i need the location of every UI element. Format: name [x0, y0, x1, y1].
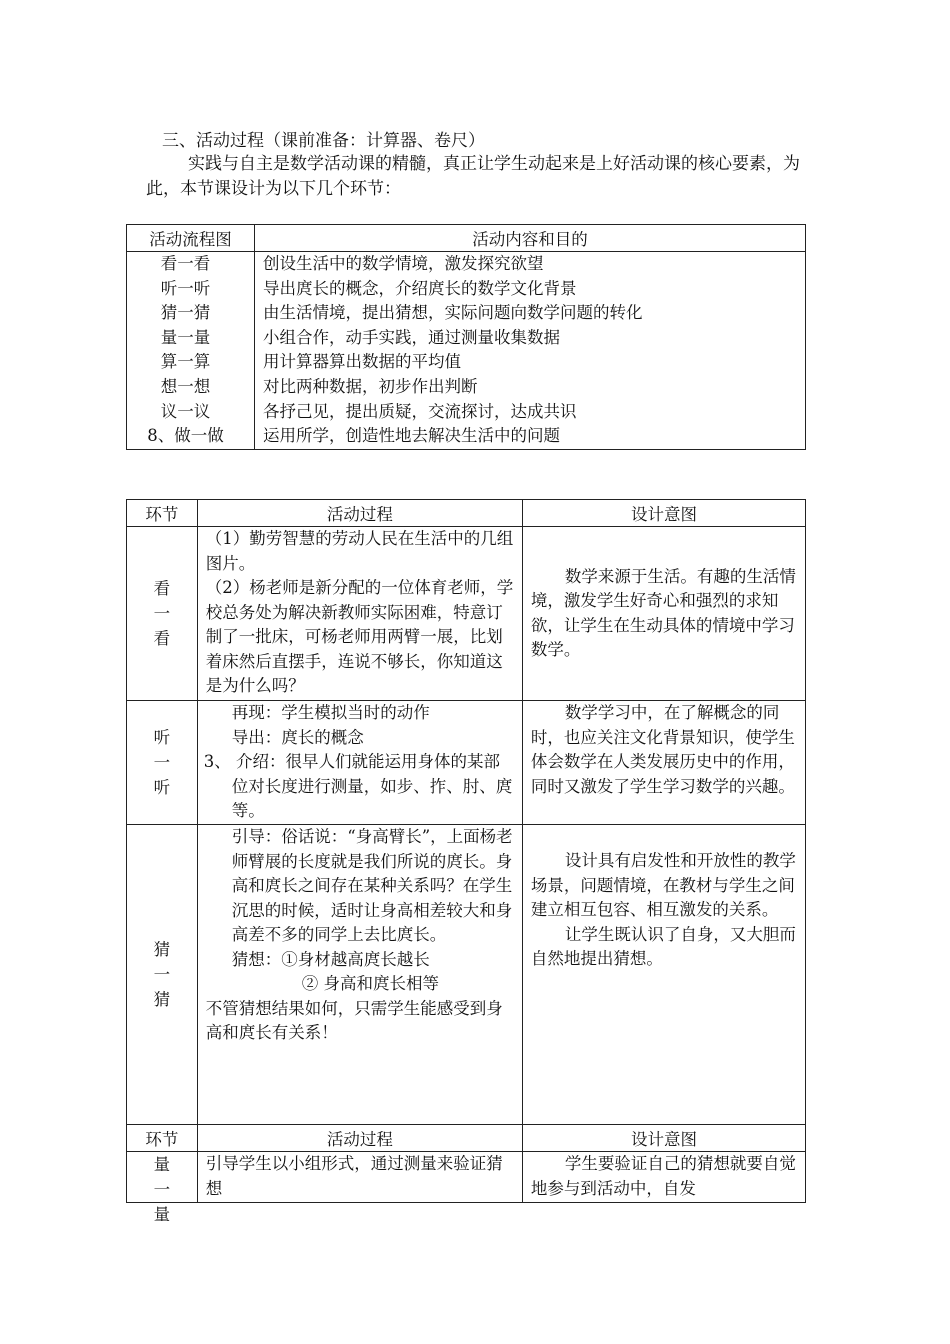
table-row	[127, 1152, 806, 1203]
stage-cell	[127, 701, 198, 825]
stage-label: 猜一猜	[153, 940, 171, 1009]
process-text: 引导：俗话说：“身高臂长”，上面杨老师臂展的长度就是我们所说的庹长。身高和庹长之间存在某种关系吗？在学生沉思的时候，适时让身高相差较大和身高差不多的同学上去比庹长。	[231, 827, 513, 944]
flow-content: 创设生活中的数学情境，激发探究欲望	[263, 254, 544, 273]
column-header-stage: 环节	[127, 1125, 198, 1152]
intent-cell	[522, 825, 805, 1125]
section-heading: 三、活动过程（课前准备：计算器、卷尺）	[162, 131, 485, 151]
intent-cell	[522, 527, 805, 701]
process-cell	[197, 1152, 522, 1203]
flow-step: 想一想	[160, 376, 211, 396]
flow-content: 导出庹长的概念，介绍庹长的数学文化背景	[263, 278, 577, 298]
process-text: 3、 介绍：很早人们就能运用身体的某部位对长度进行测量，如步、拃、肘、庹等。	[203, 752, 513, 820]
column-header-process: 活动过程	[197, 500, 522, 527]
process-text: （2）杨老师是新分配的一位体育老师，学校总务处为解决新教师实际困难，特意订制了一批床，可杨老师用两臂一展，比划着床然后直摆手，连说不够长，你知道这是为什么吗？	[205, 578, 514, 695]
activity-flow-table	[126, 224, 806, 450]
table-header-row	[127, 1125, 806, 1152]
intent-text: 让学生既认识了自身，又大胆而自然地提出猜想。	[530, 924, 796, 968]
stage-label: 听一听	[153, 728, 171, 797]
process-cell	[197, 701, 522, 825]
flow-step: 8、做一做	[147, 426, 224, 446]
table-header-row	[127, 225, 806, 252]
intent-cell	[522, 1152, 805, 1203]
stage-cell	[127, 825, 198, 1125]
process-text: 不管猜想结果如何，只需学生能感受到身高和庹长有关系！	[205, 998, 503, 1042]
intent-cell	[522, 701, 805, 825]
flow-step: 算一算	[160, 352, 211, 372]
process-text: 引导学生以小组形式，通过测量来验证猜想	[205, 1154, 503, 1198]
flow-steps-cell	[127, 252, 255, 450]
flow-content: 用计算器算出数据的平均值	[263, 352, 461, 372]
flow-content: 由生活情境，提出猜想，实际问题向数学问题的转化	[263, 303, 643, 323]
flow-step: 猜一猜	[160, 303, 211, 323]
table-row	[127, 527, 806, 701]
intent-text: 设计具有启发性和开放性的教学场景，问题情境，在教材与学生之间建立相互包容、相互激发的关系。	[530, 851, 796, 919]
process-text: 再现：学生模拟当时的动作	[231, 703, 430, 722]
process-cell	[197, 825, 522, 1125]
process-text: 导出：庹长的概念	[231, 727, 364, 747]
flow-content: 对比两种数据，初步作出判断	[263, 376, 478, 396]
table-header-row	[127, 500, 806, 527]
flow-step: 听一听	[160, 278, 211, 298]
intent-text: 数学来源于生活。有趣的生活情境，激发学生好奇心和强烈的求知欲，让学生在生动具体的情境中学习数学。	[530, 566, 796, 659]
process-text: 猜想：①身材越高庹长越长	[231, 949, 430, 969]
column-header-content: 活动内容和目的	[255, 225, 806, 252]
column-header-flow: 活动流程图	[127, 225, 255, 252]
stage-label: 量一量	[153, 1155, 171, 1224]
column-header-intent: 设计意图	[522, 1125, 805, 1152]
activity-design-table	[126, 499, 806, 1224]
stage-label: 看一看	[153, 579, 171, 648]
flow-step: 看一看	[160, 254, 211, 273]
intent-text: 数学学习中，在了解概念的同时，也应关注文化背景知识，使学生体会数学在人类发展历史中的作用，同时又激发了学生学习数学的兴趣。	[530, 703, 795, 796]
flow-step: 量一量	[160, 327, 211, 347]
intro-paragraph: 实践与自主是数学活动课的精髓，真正让学生动起来是上好活动课的核心要素，为此，本节课设计为以下几个环节：	[146, 154, 800, 199]
process-cell	[197, 527, 522, 701]
stage-clip	[127, 1152, 197, 1224]
flow-step: 议一议	[160, 401, 211, 421]
flow-content: 运用所学，创造性地去解决生活中的问题	[263, 426, 560, 446]
stage-cell	[127, 1152, 198, 1224]
flow-content: 各抒己见，提出质疑，交流探讨，达成共识	[263, 401, 577, 421]
table-row	[127, 252, 806, 450]
column-header-stage: 环节	[127, 500, 198, 527]
table-row	[127, 825, 806, 1125]
table-row	[127, 701, 806, 825]
flow-content-cell	[255, 252, 806, 450]
process-text: （1）勤劳智慧的劳动人民在生活中的几组图片。	[205, 529, 514, 573]
intent-text: 学生要验证自己的猜想就要自觉地参与到活动中，自发	[530, 1154, 796, 1198]
process-text: ② 身高和庹长相等	[301, 974, 440, 993]
flow-content: 小组合作，动手实践，通过测量收集数据	[263, 327, 560, 347]
stage-cell	[127, 527, 198, 701]
column-header-process: 活动过程	[197, 1125, 522, 1152]
column-header-intent: 设计意图	[522, 500, 805, 527]
